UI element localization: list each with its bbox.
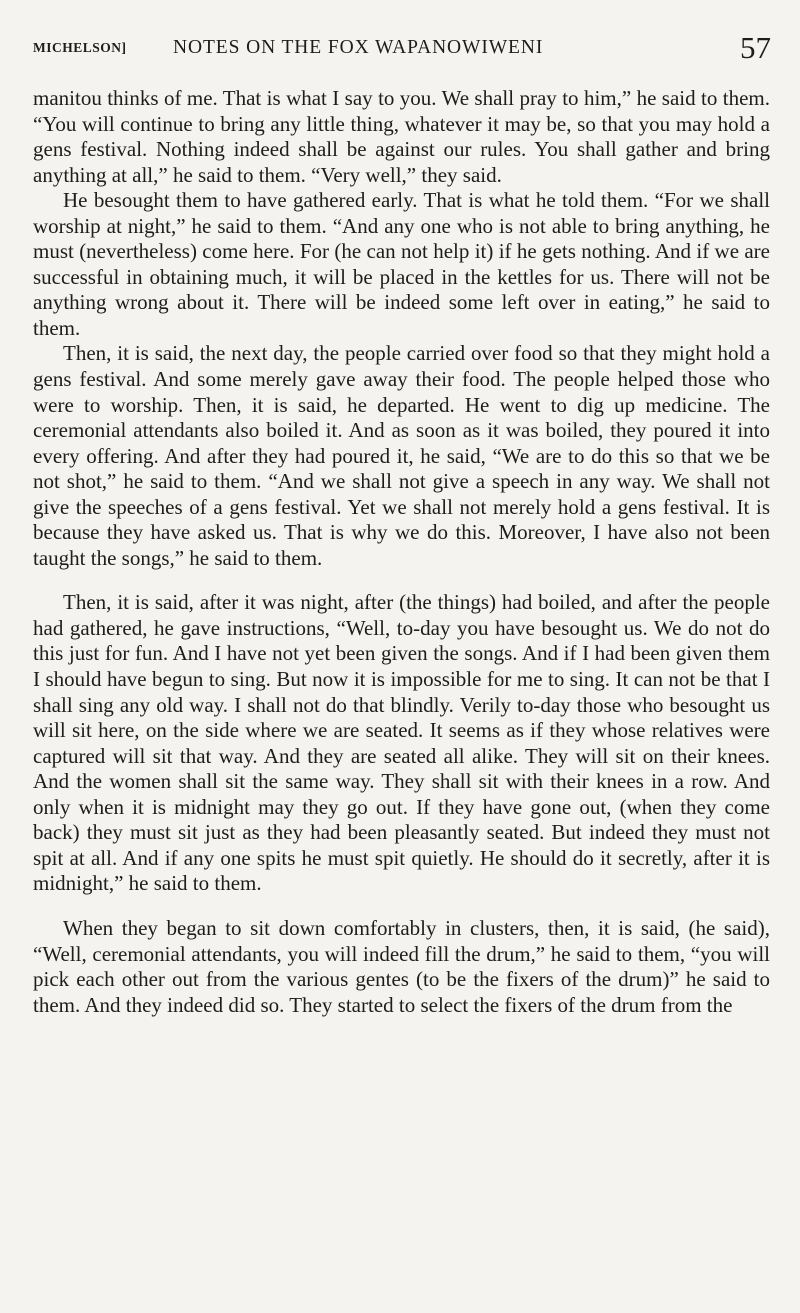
paragraph: When they began to sit down comfortably in clusters, then, it is said, (he said), “Well, ceremonial attendants, you will indeed fill the drum,” he said to them, “you will pick each other out from the various gentes (to be the fixers of the drum)” he said to them. And they indeed did so. They started to select the fixers of the drum from the [33, 915, 770, 1017]
paragraph: Then, it is said, the next day, the people carried over food so that they might hold a gens festival. And some merely gave away their food. The people helped those who were to worship. Then, it is said, he departed. He went to dig up medicine. The ceremonial attendants also boiled it. And as soon as it was boiled, they poured it into every offering. And after they had poured it, he said, “We are to do this so that we be not shot,” he said to them. “And we shall not give a speech in any way. We shall not give the speeches of a gens festival. Yet we shall not merely hold a gens festival. It is because they have asked us. That is why we do this. Moreover, I have also not been taught the songs,” he said to them. [33, 341, 770, 570]
running-head-author: MICHELSON] [33, 40, 127, 55]
paragraph: He besought them to have gathered early. That is what he told them. “For we shall worship at night,” he said to them. “And any one who is not able to bring anything, he must (nevertheless) come here. For (he can not help it) if he gets nothing. And if we are successful in obtaining much, it will be placed in the kettles for us. There will not be anything wrong about it. There will be indeed some left over in eating,” he said to them. [33, 188, 770, 340]
paragraph: Then, it is said, after it was night, after (the things) had boiled, and after the people had gathered, he gave instructions, “Well, to-day you have besought us. We do not do this just for fun. And I have not yet been given the songs. And if I had been given them I should have begun to sing. But now it is impossible for me to sing. It can not be that I shall sing any old way. I shall not do that blindly. Verily to-day those who besought us will sit here, on the side where we are seated. It seems as if they whose relatives were captured will sit that way. And they are seated all alike. They will sit on their knees. And the women shall sit the same way. They shall sit with their knees in a row. And only when it is midnight may they go out. If they have gone out, (when they come back) they must sit just as they had been pleasantly seated. But indeed they must not spit at all. And if any one spits he must spit quietly. He should do it secretly, after it is midnight,” he said to them. [33, 590, 770, 896]
body-text [33, 86, 770, 1018]
page-number: 57 [740, 30, 771, 65]
paragraph-continued: manitou thinks of me. That is what I say to you. We shall pray to him,” he said to them. “You will continue to bring any little thing, whatever it may be, so that you may hold a gens festival. Nothing indeed shall be against our rules. You shall gather and bring anything at all,” he said to them. “Very well,” they said. [33, 86, 770, 187]
running-head [33, 30, 785, 70]
book-page [33, 30, 785, 1300]
running-head-title: NOTES ON THE FOX WAPANOWIWENI [173, 37, 544, 58]
